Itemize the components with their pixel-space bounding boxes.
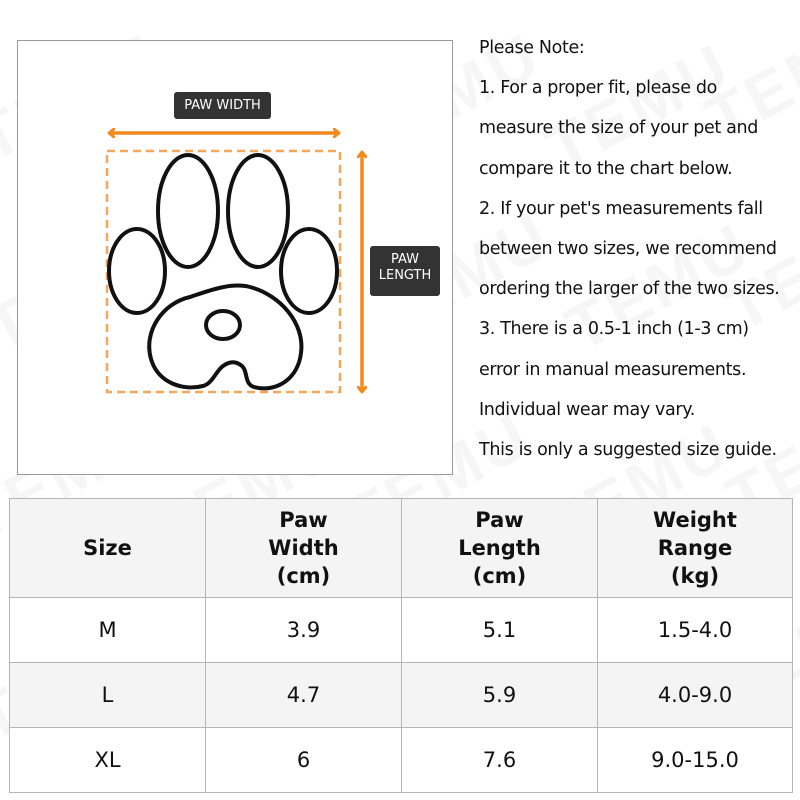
cell-paw-width: 4.7	[206, 663, 402, 728]
header-text: Length	[458, 536, 541, 560]
size-notes	[479, 28, 799, 470]
cell-size: XL	[10, 728, 206, 793]
header-weight-range	[598, 499, 793, 598]
paw-width-tag: PAW WIDTH	[174, 92, 271, 119]
header-text: (kg)	[670, 564, 720, 588]
header-text: (cm)	[472, 564, 527, 588]
note-line: compare it to the chart below.	[479, 158, 733, 179]
cell-size: M	[10, 598, 206, 663]
header-text: Paw	[475, 508, 524, 532]
header-text: Width	[268, 536, 339, 560]
cell-paw-length: 7.6	[402, 728, 598, 793]
note-line: between two sizes, we recommend	[479, 238, 777, 259]
note-line: 3. There is a 0.5-1 inch (1-3 cm)	[479, 319, 749, 340]
cell-paw-width: 6	[206, 728, 402, 793]
table-row	[10, 728, 793, 793]
measurement-box	[107, 151, 340, 392]
header-size	[10, 499, 206, 598]
note-line: measure the size of your pet and	[479, 118, 759, 139]
cell-weight-range: 1.5-4.0	[598, 598, 793, 663]
note-line: 1. For a proper fit, please do	[479, 78, 717, 99]
table-row	[10, 598, 793, 663]
paw-length-tag-line2: LENGTH	[378, 268, 432, 284]
paw-length-tag-line1: PAW	[390, 252, 420, 267]
cell-weight-range: 9.0-15.0	[598, 728, 793, 793]
cell-paw-length: 5.9	[402, 663, 598, 728]
header-text: Range	[657, 536, 733, 560]
note-line: This is only a suggested size guide.	[479, 439, 777, 460]
cell-weight-range: 4.0-9.0	[598, 663, 793, 728]
note-line: error in manual measurements.	[479, 359, 747, 380]
table-header-row	[10, 499, 793, 598]
note-heading: Please Note:	[479, 38, 585, 58]
cell-paw-length: 5.1	[402, 598, 598, 663]
note-line: Individual wear may vary.	[479, 399, 695, 420]
paw-measurement-diagram	[17, 40, 453, 475]
header-paw-width	[206, 499, 402, 598]
cell-paw-width: 3.9	[206, 598, 402, 663]
header-text: Size	[83, 536, 132, 560]
cell-size: L	[10, 663, 206, 728]
header-text: Paw	[279, 508, 328, 532]
note-line: ordering the larger of the two sizes.	[479, 279, 780, 300]
size-chart-table	[9, 498, 793, 793]
note-line: 2. If your pet's measurements fall	[479, 198, 763, 219]
header-text: (cm)	[276, 564, 331, 588]
table-row	[10, 663, 793, 728]
header-paw-length	[402, 499, 598, 598]
header-text: Weight	[653, 508, 737, 532]
paw-length-tag	[370, 246, 440, 296]
paw-icon	[109, 155, 337, 388]
